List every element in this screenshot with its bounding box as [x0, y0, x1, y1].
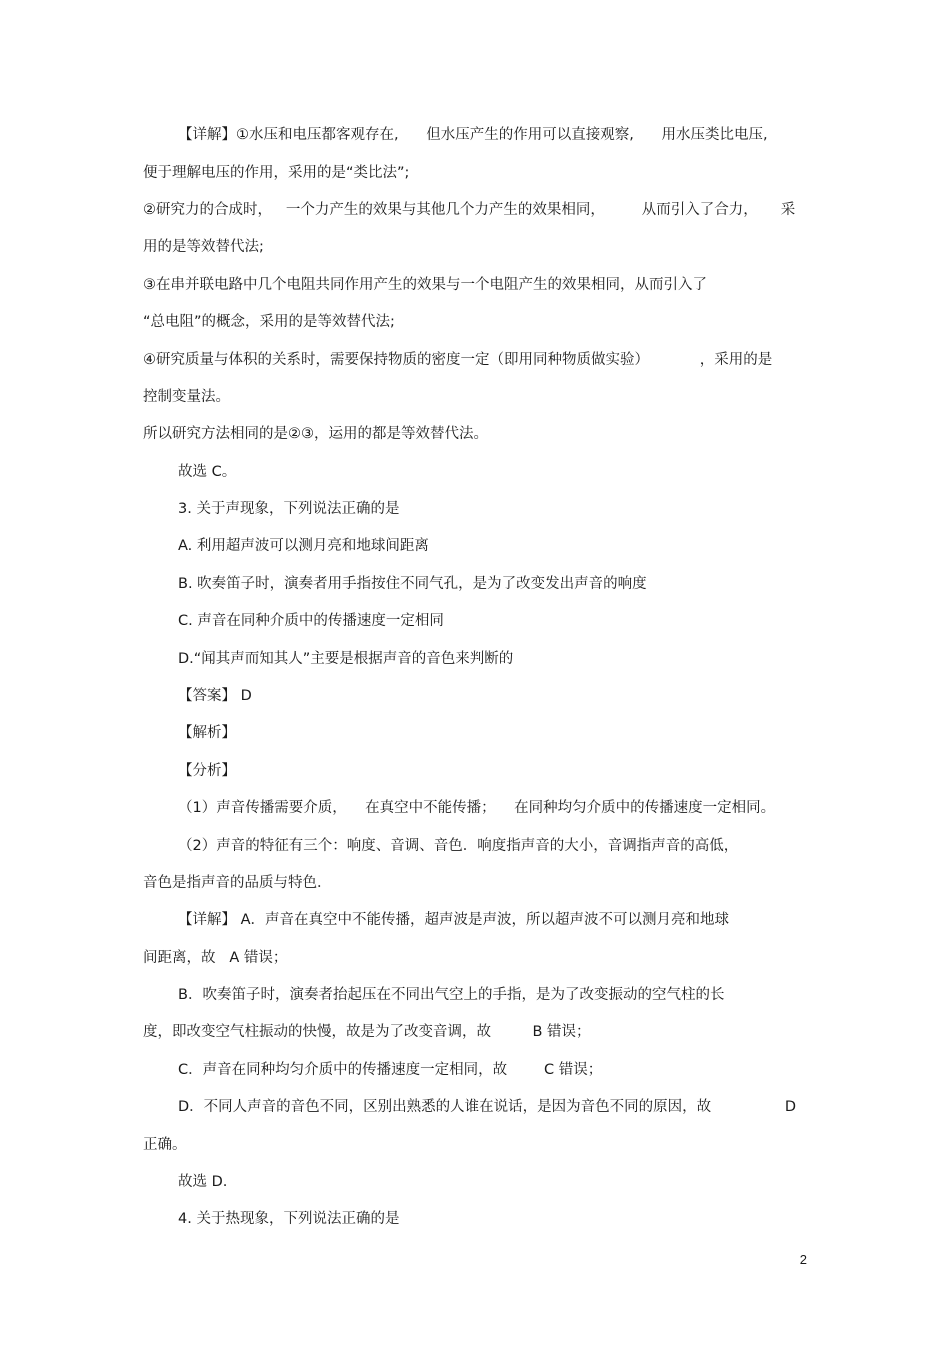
text-line: D．不同人声音的音色不同，区别出熟悉的人谁在说话，是因为音色不同的原因，故 D — [178, 1099, 797, 1115]
text-line: ②研究力的合成时， 一个力产生的效果与其他几个力产生的效果相同， 从而引入了合力， 采 — [143, 202, 796, 218]
text-line: 故选 C。 — [178, 464, 237, 480]
text-line: 间距离，故 A 错误； — [143, 950, 288, 966]
text-line: ③在串并联电路中几个电阻共同作用产生的效果与一个电阻产生的效果相同，从而引入了 — [143, 277, 707, 293]
option-d: D.“闻其声而知其人”主要是根据声音的音色来判断的 — [178, 651, 514, 667]
page-number: 2 — [799, 1252, 807, 1267]
option-c: C. 声音在同种介质中的传播速度一定相同 — [178, 613, 444, 629]
text-line: （1）声音传播需要介质， 在真空中不能传播； 在同种均匀介质中的传播速度一定相同。 — [178, 800, 776, 816]
option-a: A. 利用超声波可以测月亮和地球间距离 — [178, 538, 429, 554]
text-line: 度，即改变空气柱振动的快慢，故是为了改变音调，故 B 错误； — [143, 1024, 591, 1040]
question-title: 3. 关于声现象，下列说法正确的是 — [178, 501, 400, 517]
text-line: 音色是指声音的品质与特色． — [143, 875, 332, 891]
question-title: 4. 关于热现象，下列说法正确的是 — [178, 1211, 400, 1227]
text-line: 控制变量法。 — [143, 389, 230, 405]
option-b: B. 吹奏笛子时，演奏者用手指按住不同气孔，是为了改变发出声音的响度 — [178, 576, 647, 592]
text-line: 【详解】①水压和电压都客观存在, 但水压产生的作用可以直接观察, 用水压类比电压, — [178, 127, 768, 143]
text-line: 所以研究方法相同的是②③，运用的都是等效替代法。 — [143, 426, 488, 442]
answer-label: 【答案】 D — [178, 688, 252, 704]
text-line: 便于理解电压的作用，采用的是“类比法”; — [143, 165, 410, 181]
text-line: C．声音在同种均匀介质中的传播速度一定相同，故 C 错误； — [178, 1062, 603, 1078]
text-line: 用的是等效替代法; — [143, 239, 264, 255]
text-line: “总电阻”的概念，采用的是等效替代法; — [143, 314, 395, 330]
text-line: B．吹奏笛子时，演奏者抬起压在不同出气空上的手指，是为了改变振动的空气柱的长 — [178, 987, 725, 1003]
text-line: 故选 D. — [178, 1174, 228, 1190]
analysis-subheading: 【分析】 — [178, 763, 236, 779]
text-line: （2）声音的特征有三个：响度、音调、音色．响度指声音的大小，音调指声音的高低， — [178, 838, 739, 854]
analysis-heading: 【解析】 — [178, 725, 236, 741]
text-line: 【详解】 A．声音在真空中不能传播，超声波是声波，所以超声波不可以测月亮和地球 — [178, 912, 730, 928]
text-line: ④研究质量与体积的关系时，需要保持物质的密度一定（即用同种物质做实验） ，采用的是 — [143, 352, 773, 368]
text-line: 正确。 — [143, 1137, 187, 1153]
